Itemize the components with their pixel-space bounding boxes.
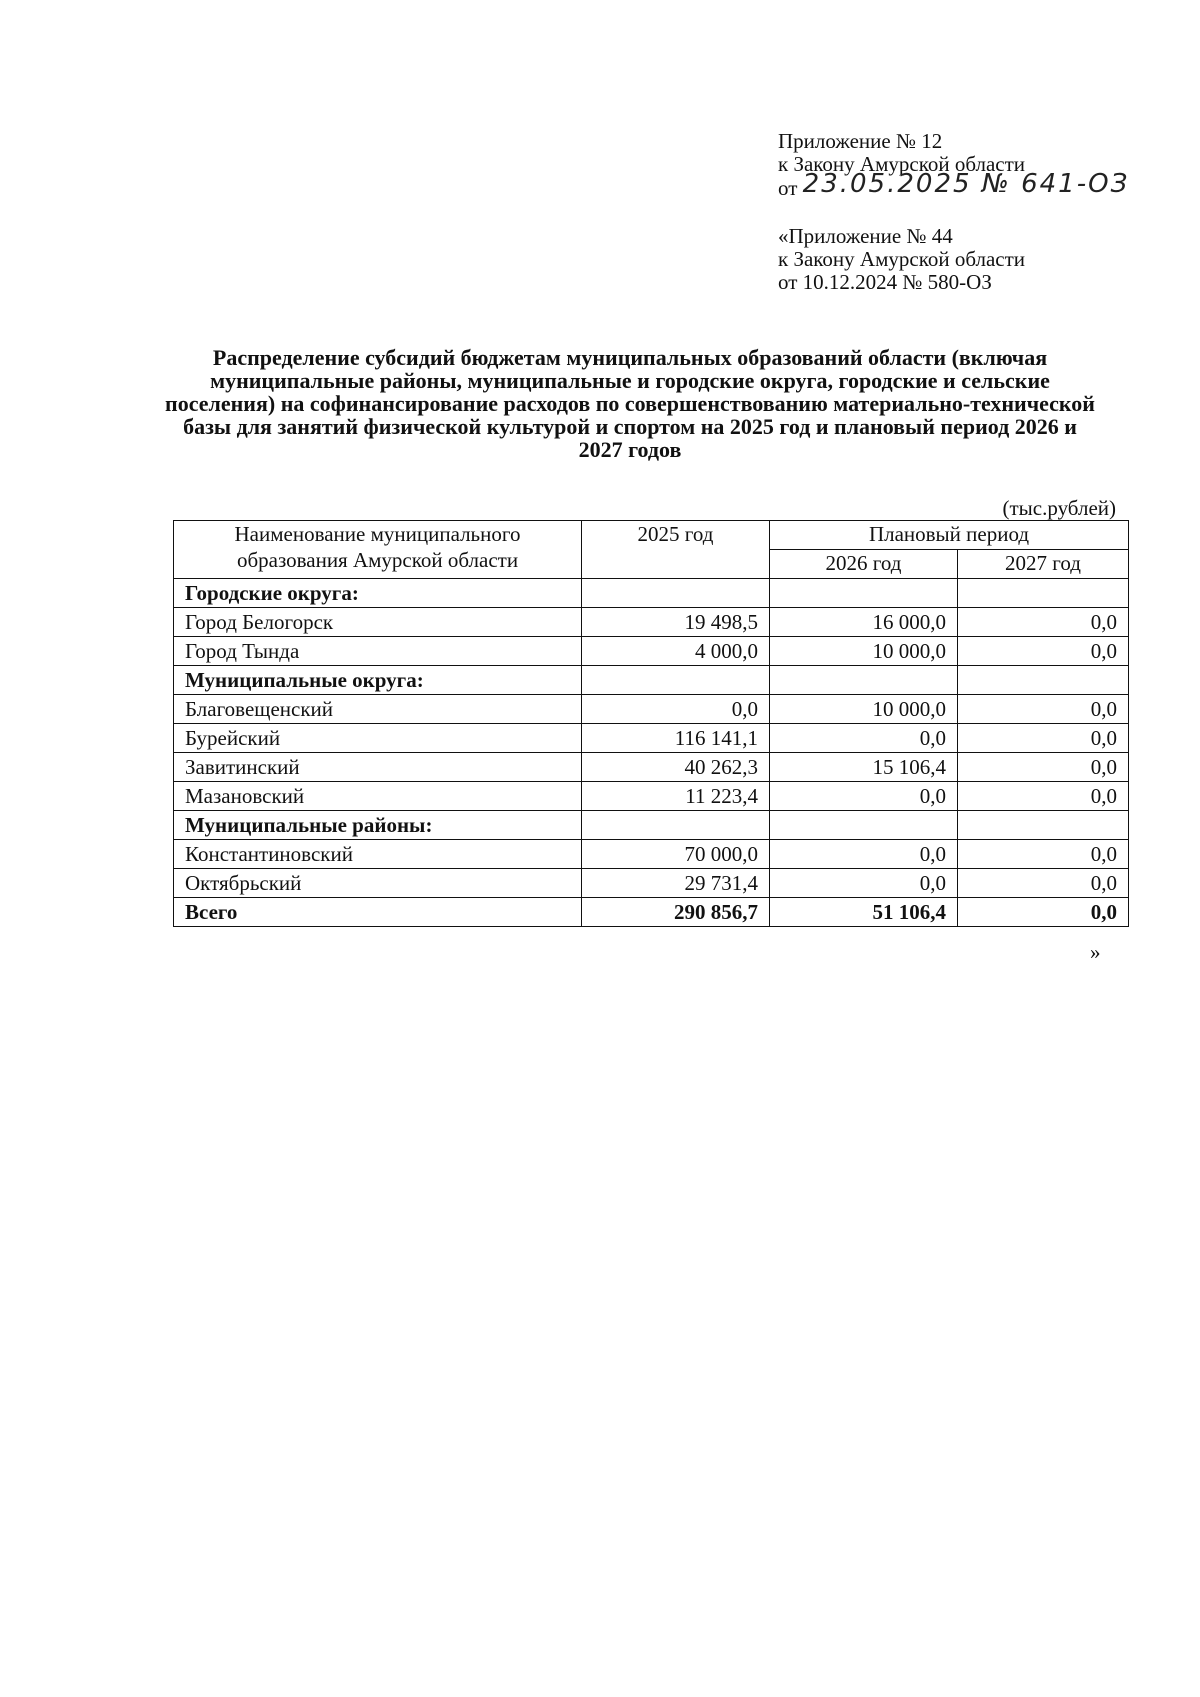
value-2026-cell <box>770 811 958 840</box>
original-law-date: от 10.12.2024 № 580-ОЗ <box>778 270 992 294</box>
value-2027-cell: 0,0 <box>958 695 1129 724</box>
table-total-row <box>174 898 1129 927</box>
column-header-2025: 2025 год <box>582 521 770 579</box>
value-2027-cell: 0,0 <box>958 782 1129 811</box>
value-2025-cell: 29 731,4 <box>582 869 770 898</box>
value-2026-cell <box>770 666 958 695</box>
law-date-prefix: от <box>778 176 798 200</box>
value-2027-cell <box>958 811 1129 840</box>
value-2027-cell: 0,0 <box>958 898 1129 927</box>
value-2025-cell: 4 000,0 <box>582 637 770 666</box>
value-2027-cell: 0,0 <box>958 840 1129 869</box>
row-name-cell: Город Белогорск <box>174 608 582 637</box>
row-name-cell: Муниципальные районы: <box>174 811 582 840</box>
value-2025-cell <box>582 579 770 608</box>
row-name-cell: Городские округа: <box>174 579 582 608</box>
units-label: (тыс.рублей) <box>1002 496 1116 520</box>
table-row <box>174 840 1129 869</box>
closing-quote: » <box>1090 940 1101 964</box>
table-row <box>174 637 1129 666</box>
value-2026-cell <box>770 579 958 608</box>
table-row <box>174 782 1129 811</box>
value-2026-cell: 10 000,0 <box>770 637 958 666</box>
value-2026-cell: 0,0 <box>770 782 958 811</box>
value-2025-cell: 40 262,3 <box>582 753 770 782</box>
table-group-row <box>174 666 1129 695</box>
column-header-2026: 2026 год <box>770 550 958 579</box>
table-body <box>174 579 1129 927</box>
value-2025-cell <box>582 666 770 695</box>
row-name-cell: Мазановский <box>174 782 582 811</box>
table-group-row <box>174 579 1129 608</box>
row-name-cell: Благовещенский <box>174 695 582 724</box>
subsidy-table <box>173 520 1129 927</box>
original-appendix-number: «Приложение № 44 <box>778 224 953 248</box>
value-2026-cell: 0,0 <box>770 869 958 898</box>
table-row <box>174 753 1129 782</box>
value-2027-cell <box>958 666 1129 695</box>
value-2027-cell: 0,0 <box>958 724 1129 753</box>
table-row <box>174 608 1129 637</box>
row-name-cell: Октябрьский <box>174 869 582 898</box>
value-2025-cell: 116 141,1 <box>582 724 770 753</box>
value-2026-cell: 16 000,0 <box>770 608 958 637</box>
row-name-cell: Константиновский <box>174 840 582 869</box>
table-group-row <box>174 811 1129 840</box>
value-2027-cell: 0,0 <box>958 608 1129 637</box>
value-2026-cell: 0,0 <box>770 840 958 869</box>
value-2025-cell: 290 856,7 <box>582 898 770 927</box>
law-date-line <box>778 169 1130 200</box>
value-2026-cell: 0,0 <box>770 724 958 753</box>
original-appendix-header <box>778 225 1025 294</box>
row-name-cell: Завитинский <box>174 753 582 782</box>
value-2027-cell <box>958 579 1129 608</box>
table-row <box>174 695 1129 724</box>
value-2026-cell: 51 106,4 <box>770 898 958 927</box>
document-title: Распределение субсидий бюджетам муниципальных образований области (включая муниципальные районы, муниципальные и городские округа, городские и сельские поселения) на софинансирование расходов по совершенствованию материально-технической базы для занятий физической культурой и спортом на 2025 год и плановый период 2026 и 2027 годов <box>165 345 1095 462</box>
value-2025-cell <box>582 811 770 840</box>
value-2025-cell: 70 000,0 <box>582 840 770 869</box>
row-name-cell: Муниципальные округа: <box>174 666 582 695</box>
original-law-reference: к Закону Амурской области <box>778 247 1026 271</box>
column-header-2027: 2027 год <box>958 550 1129 579</box>
value-2027-cell: 0,0 <box>958 637 1129 666</box>
row-name-cell: Бурейский <box>174 724 582 753</box>
value-2026-cell: 15 106,4 <box>770 753 958 782</box>
handwritten-date-number: 23.05.2025 № 641-ОЗ <box>802 169 1130 199</box>
law-reference: к Закону Амурской области <box>778 152 1026 176</box>
row-name-cell: Город Тында <box>174 637 582 666</box>
appendix-number: Приложение № 12 <box>778 129 943 153</box>
row-name-cell: Всего <box>174 898 582 927</box>
table-row <box>174 724 1129 753</box>
table-row <box>174 869 1129 898</box>
column-header-planned-period: Плановый период <box>770 521 1129 550</box>
appendix-header <box>778 130 1129 200</box>
value-2025-cell: 19 498,5 <box>582 608 770 637</box>
value-2026-cell: 10 000,0 <box>770 695 958 724</box>
value-2027-cell: 0,0 <box>958 753 1129 782</box>
column-header-name: Наименование муниципального образования Амурской области <box>174 521 582 579</box>
value-2025-cell: 0,0 <box>582 695 770 724</box>
value-2027-cell: 0,0 <box>958 869 1129 898</box>
value-2025-cell: 11 223,4 <box>582 782 770 811</box>
